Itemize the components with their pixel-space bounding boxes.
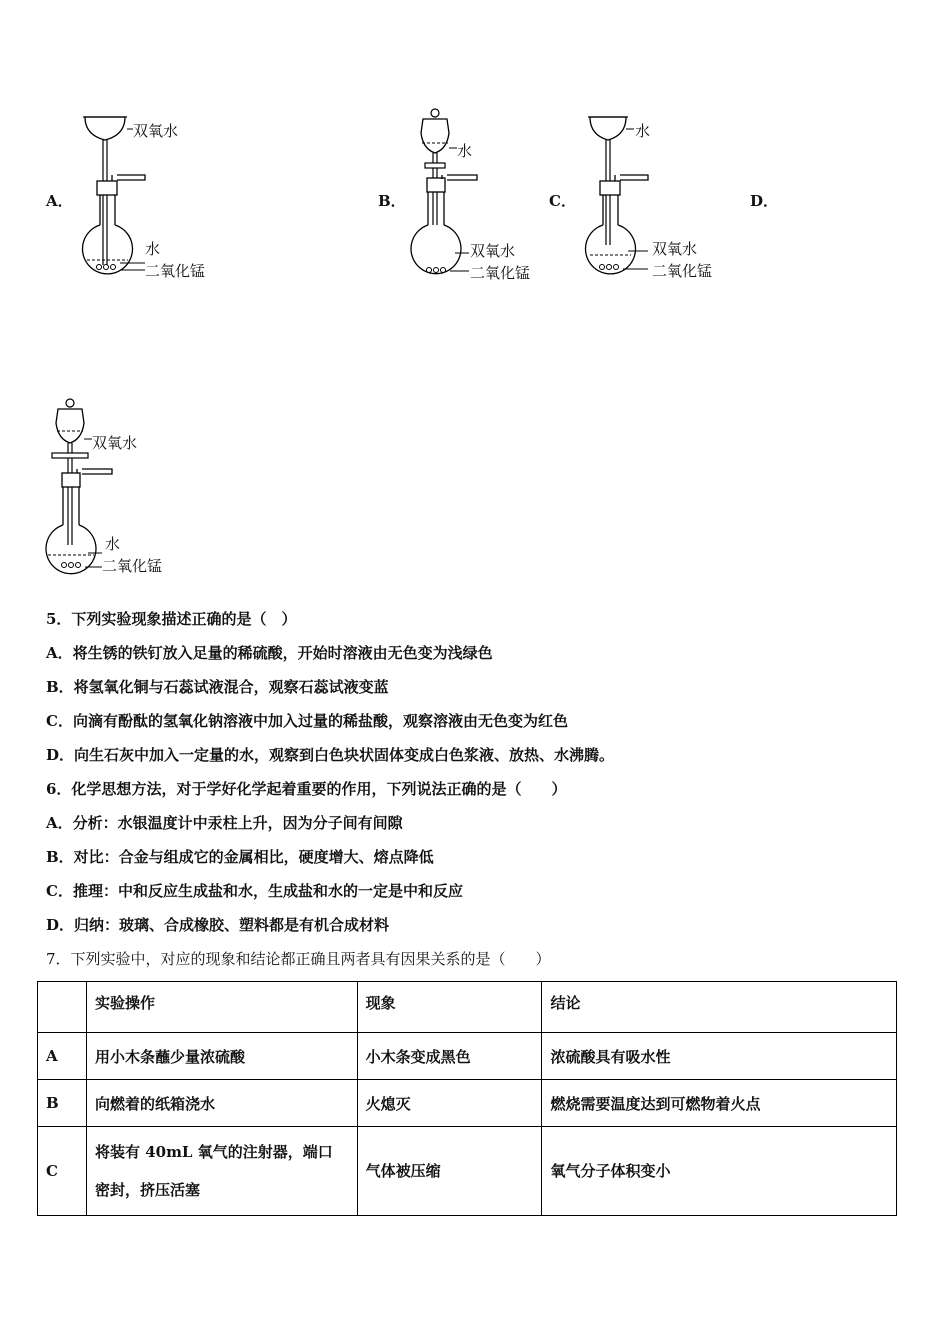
option-a-letter: A． — [46, 192, 73, 210]
table-header-row — [38, 982, 897, 1033]
label-a-mid: 水 — [145, 240, 161, 258]
row-operation-line1: 将装有 40mL 氧气的注射器，端口 — [94, 1143, 333, 1161]
row-operation — [86, 1127, 357, 1216]
q5-option-a: A．将生锈的铁钉放入足量的稀硫酸，开始时溶液由无色变为浅绿色 — [46, 644, 493, 662]
row-conclusion: 氧气分子体积变小 — [542, 1127, 897, 1216]
header-phenomenon: 现象 — [357, 982, 542, 1033]
row-id: C — [38, 1127, 87, 1216]
row-operation: 向燃着的纸箱浇水 — [86, 1080, 357, 1127]
header-conclusion: 结论 — [542, 982, 897, 1033]
table-row — [38, 1080, 897, 1127]
q6-option-a: A．分析：水银温度计中汞柱上升，因为分子间有间隙 — [46, 814, 403, 832]
q5-option-c: C．向滴有酚酞的氢氧化钠溶液中加入过量的稀盐酸，观察溶液由无色变为红色 — [46, 712, 568, 730]
option-c-letter: C． — [549, 192, 576, 210]
q6-stem: 6．化学思想方法，对于学好化学起着重要的作用，下列说法正确的是（ ） — [46, 780, 567, 798]
label-d-mid: 水 — [105, 535, 121, 553]
label-b-bottom: 二氧化锰 — [470, 264, 531, 282]
row-conclusion: 燃烧需要温度达到可燃物着火点 — [542, 1080, 897, 1127]
label-d-top: 双氧水 — [92, 434, 138, 452]
row-id: B — [38, 1080, 87, 1127]
q6-option-b: B．对比：合金与组成它的金属相比，硬度增大、熔点降低 — [46, 848, 434, 866]
row-conclusion: 浓硫酸具有吸水性 — [542, 1033, 897, 1080]
q5-option-d: D．向生石灰中加入一定量的水，观察到白色块状固体变成白色浆液、放热、水沸腾。 — [46, 746, 615, 764]
row-phenomenon: 火熄灭 — [357, 1080, 542, 1127]
label-c-bottom: 二氧化锰 — [652, 262, 713, 280]
row-phenomenon: 气体被压缩 — [357, 1127, 542, 1216]
q5-stem: 5．下列实验现象描述正确的是（ ） — [46, 610, 297, 628]
label-a-bottom: 二氧化锰 — [145, 262, 206, 280]
q6-option-d: D．归纳：玻璃、合成橡胶、塑料都是有机合成材料 — [46, 916, 390, 934]
table-row — [38, 1127, 897, 1216]
q6-option-c: C．推理：中和反应生成盐和水，生成盐和水的一定是中和反应 — [46, 882, 463, 900]
label-c-mid: 双氧水 — [652, 240, 698, 258]
row-operation-line2: 密封，挤压活塞 — [94, 1181, 200, 1199]
q7-table — [37, 981, 897, 1216]
label-d-bottom: 二氧化锰 — [102, 557, 163, 575]
label-b-top: 水 — [457, 142, 473, 160]
q7-stem: 7．下列实验中，对应的现象和结论都正确且两者具有因果关系的是（ ） — [46, 950, 551, 968]
header-operation: 实验操作 — [86, 982, 357, 1033]
header-blank — [38, 982, 87, 1033]
label-a-top: 双氧水 — [133, 122, 179, 140]
option-d-letter: D． — [750, 192, 779, 210]
label-c-top: 水 — [635, 122, 651, 140]
table-row — [38, 1033, 897, 1080]
option-b-letter: B． — [378, 192, 406, 210]
row-operation: 用小木条蘸少量浓硫酸 — [86, 1033, 357, 1080]
q5-option-b: B．将氢氧化铜与石蕊试液混合，观察石蕊试液变蓝 — [46, 678, 389, 696]
row-phenomenon: 小木条变成黑色 — [357, 1033, 542, 1080]
label-b-mid: 双氧水 — [470, 242, 516, 260]
row-id: A — [38, 1033, 87, 1080]
